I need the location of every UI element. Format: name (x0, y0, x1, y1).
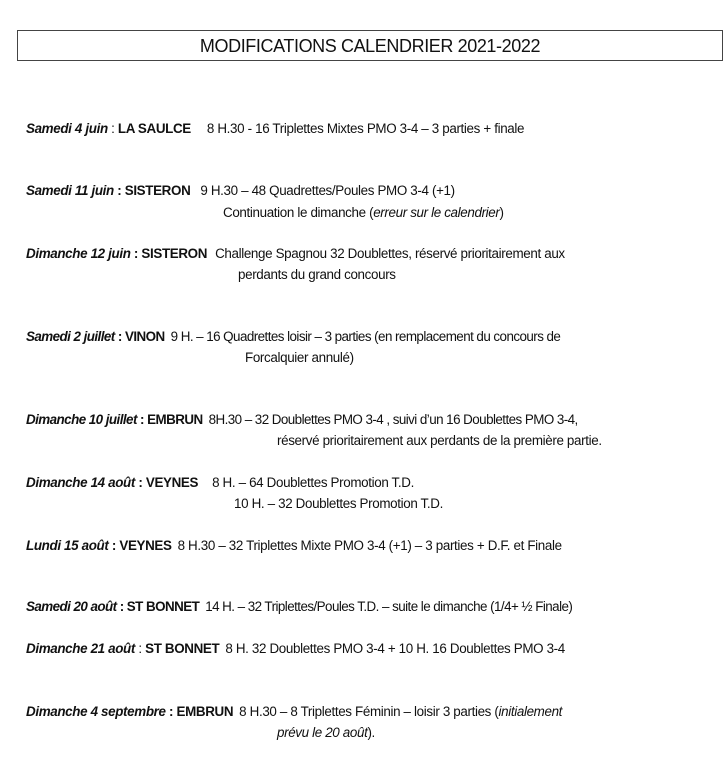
entry-continuation (277, 433, 602, 449)
entry-continuation (277, 725, 375, 741)
entry-place: LA SAULCE (117, 121, 191, 136)
entry-place: ST BONNET (126, 599, 200, 614)
entry-date: Samedi 4 juin (26, 121, 108, 136)
entry-note: initialement (498, 704, 563, 719)
entry-separator: : (135, 641, 146, 656)
entry-veynes-14-aout (26, 475, 414, 491)
entry-separator: : (107, 121, 118, 136)
entry-date: Samedi 11 juin (26, 183, 114, 198)
title-box (17, 30, 723, 61)
entry-date: Dimanche 4 septembre (26, 704, 166, 719)
entry-details-cont: Continuation le dimanche ( (223, 205, 374, 220)
entry-separator: : (135, 475, 146, 490)
entry-details: 8 H.30 – 8 Triplettes Féminin – loisir 3 parties ( (239, 704, 499, 719)
entry-details-cont: perdants du grand concours (238, 267, 396, 282)
entry-details-cont: Forcalquier annulé) (245, 350, 354, 365)
entry-separator: : (130, 246, 142, 261)
entry-continuation (238, 267, 396, 283)
entry-date: Dimanche 10 juillet (26, 412, 137, 427)
entry-continuation (223, 205, 504, 221)
entry-st-bonnet-21-aout (26, 641, 565, 657)
entry-details-cont: réservé prioritairement aux perdants de la première partie. (277, 433, 602, 448)
entry-details-cont: 10 H. – 32 Doublettes Promotion T.D. (234, 496, 443, 511)
entry-separator: : (136, 412, 148, 427)
entry-sisteron-11-juin (26, 183, 455, 199)
entry-place: SISTERON (124, 183, 191, 198)
entry-date: Samedi 20 août (26, 599, 117, 614)
entry-details: 8 H.30 - 16 Triplettes Mixtes PMO 3-4 – 3 parties + finale (206, 121, 525, 136)
entry-details: Challenge Spagnou 32 Doublettes, réservé prioritairement aux (215, 246, 565, 261)
entry-place: ST BONNET (145, 641, 220, 656)
entry-la-saulce (26, 121, 524, 137)
entry-st-bonnet-20-aout (26, 599, 572, 615)
entry-veynes-15-aout (26, 538, 562, 554)
entry-place: SISTERON (141, 246, 208, 261)
entry-details: 14 H. – 32 Triplettes/Poules T.D. – suite le dimanche (1/4+ ½ Finale) (205, 599, 573, 614)
entry-date: Dimanche 12 juin (26, 246, 131, 261)
entry-embrun-10-juillet (26, 412, 578, 428)
entry-vinon (26, 329, 560, 345)
entry-separator: : (114, 329, 125, 344)
entry-details-cont-end: ). (367, 725, 375, 740)
entry-details: 8 H. 32 Doublettes PMO 3-4 + 10 H. 16 Doublettes PMO 3-4 (225, 641, 565, 656)
entry-details: 8 H. – 64 Doublettes Promotion T.D. (212, 475, 414, 490)
entry-details: 9 H. – 16 Quadrettes loisir – 3 parties (en remplacement du concours de (170, 329, 561, 344)
entry-place: EMBRUN (176, 704, 234, 719)
entry-embrun-4-septembre (26, 704, 562, 720)
entry-details-cont-end: ) (499, 205, 504, 220)
page-title: MODIFICATIONS CALENDRIER 2021-2022 (199, 36, 541, 56)
entry-details: 8 H.30 – 32 Triplettes Mixte PMO 3-4 (+1) – 3 parties + D.F. et Finale (177, 538, 562, 553)
entry-place: EMBRUN (147, 412, 203, 427)
entry-separator: : (113, 183, 125, 198)
entry-place: VEYNES (145, 475, 199, 490)
entry-separator: : (165, 704, 177, 719)
entry-place: VEYNES (119, 538, 172, 553)
entry-date: Samedi 2 juillet (26, 329, 115, 344)
entry-separator: : (116, 599, 127, 614)
entry-separator: : (108, 538, 120, 553)
entry-continuation (234, 496, 443, 512)
entry-details: 9 H.30 – 48 Quadrettes/Poules PMO 3-4 (+1) (200, 183, 455, 198)
entry-note: erreur sur le calendrier (373, 205, 500, 220)
entry-details: 8H.30 – 32 Doublettes PMO 3-4 , suivi d’un 16 Doublettes PMO 3-4, (208, 412, 578, 427)
entry-sisteron-12-juin (26, 246, 565, 262)
entry-date: Dimanche 21 août (26, 641, 135, 656)
entry-note-cont: prévu le 20 août (277, 725, 368, 740)
entry-date: Lundi 15 août (26, 538, 109, 553)
entry-continuation (245, 350, 354, 366)
entry-date: Dimanche 14 août (26, 475, 135, 490)
entry-place: VINON (124, 329, 165, 344)
